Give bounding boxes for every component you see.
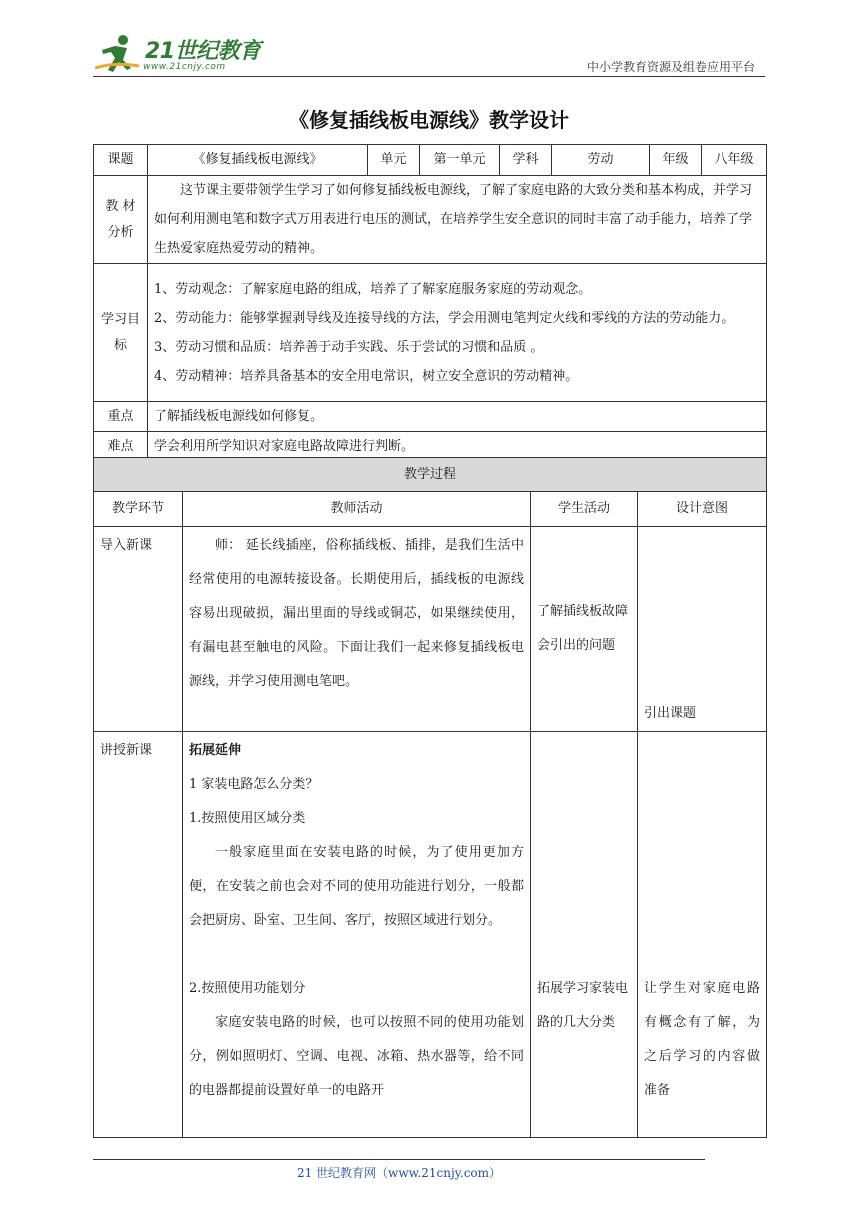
lecture-paragraph: 家庭安装电路的时候，也可以按照不同的使用功能划分，例如照明灯、空调、电视、冰箱、热水器等，给不同的电器都提前设置好单一的电路开 <box>189 1015 524 1098</box>
runner-logo-icon <box>93 32 143 76</box>
intro-stage: 导入新课 <box>94 527 183 732</box>
page-title: 《修复插线板电源线》教学设计 <box>289 108 569 132</box>
lesson-row <box>94 145 767 176</box>
logo <box>93 32 263 76</box>
lecture-paragraph: 一般家庭里面在安装电路的时候，为了使用更加方便，在安装之前也会对不同的使用功能进行划分，一般都会把厨房、卧室、卫生间、客厅，按照区域进行划分。 <box>189 845 524 928</box>
footer-divider <box>93 1159 705 1160</box>
lecture-question: 1 家装电路怎么分类？ <box>189 777 319 792</box>
goals-row <box>94 264 767 402</box>
goal-item: 2、劳动能力：能够掌握剥导线及连接导线的方法，学会用测电笔判定火线和零线的方法的劳动能力。 <box>154 310 735 326</box>
intro-row <box>94 527 767 732</box>
header-stage: 教学环节 <box>94 492 183 527</box>
lecture-stage: 讲授新课 <box>94 732 183 1138</box>
logo-url: www.21cnjy.com <box>143 62 226 72</box>
goal-item: 4、劳动精神：培养具备基本的安全用电常识，树立安全意识的劳动精神。 <box>154 368 579 384</box>
intro-student: 了解插线板故障会引出的问题 <box>531 527 638 732</box>
page-footer: 21 世纪教育网（www.21cnjy.com） <box>296 1166 502 1180</box>
unit-label: 单元 <box>368 145 420 176</box>
lesson-info-table <box>93 144 767 462</box>
lecture-student: 拓展学习家装电路的几大分类 <box>531 732 638 1138</box>
goals-list <box>148 264 767 402</box>
process-header-row <box>94 492 767 527</box>
key-point-row <box>94 402 767 432</box>
grade-label: 年级 <box>650 145 702 176</box>
analysis-label: 教 材 分析 <box>94 176 148 264</box>
header-divider <box>93 76 765 77</box>
spacer <box>189 938 524 972</box>
goals-label: 学习目标 <box>94 264 148 402</box>
page-header <box>93 28 765 80</box>
lecture-row <box>94 732 767 1138</box>
process-banner: 教学过程 <box>94 458 767 492</box>
goal-item: 3、劳动习惯和品质：培养善于动手实践、乐于尝试的习惯和品质 。 <box>154 339 544 355</box>
difficulty-label: 难点 <box>94 432 148 462</box>
grade-value: 八年级 <box>702 145 767 176</box>
key-point-text: 了解插线板电源线如何修复。 <box>148 402 767 432</box>
unit-value: 第一单元 <box>420 145 500 176</box>
platform-name: 中小学教育资源及组卷应用平台 <box>586 60 755 74</box>
logo-text: 21世纪教育 <box>145 39 261 64</box>
intro-teacher: 师： 延长线插座，俗称插线板、插排，是我们生活中经常使用的电源转接设备。长期使用后，插线板的电源线容易出现破损，漏出里面的导线或铜芯，如果继续使用，有漏电甚至触电的风险。下面让我们一起来修复插线板电源线，并学习使用测电笔吧。 <box>183 527 531 732</box>
goal-item: 1、劳动观念：了解家庭电路的组成，培养了了解家庭服务家庭的劳动观念。 <box>154 281 592 297</box>
header-teacher: 教师活动 <box>183 492 531 527</box>
header-intent: 设计意图 <box>638 492 767 527</box>
intro-intent: 引出课题 <box>638 527 767 732</box>
analysis-row <box>94 176 767 264</box>
lesson-value: 《修复插线板电源线》 <box>148 145 368 176</box>
lesson-label: 课题 <box>94 145 148 176</box>
analysis-text: 这节课主要带领学生学习了如何修复插线板电源线，了解了家庭电路的大致分类和基本构成，并学习如何利用测电笔和数字式万用表进行电压的测试，在培养学生安全意识的同时丰富了动手能力，培养了学生热爱家庭热爱劳动的精神。 <box>148 176 767 264</box>
subject-label: 学科 <box>500 145 552 176</box>
difficulty-text: 学会利用所学知识对家庭电路故障进行判断。 <box>148 432 767 462</box>
lecture-intent: 让学生对家庭电路有概念有了解，为之后学习的内容做准备 <box>638 732 767 1138</box>
key-point-label: 重点 <box>94 402 148 432</box>
teaching-process-table <box>93 457 767 1138</box>
lecture-subheading: 2.按照使用功能划分 <box>189 981 306 996</box>
lecture-heading: 拓展延伸 <box>189 743 242 758</box>
lecture-subheading: 1.按照使用区域分类 <box>189 811 306 826</box>
lecture-teacher <box>183 732 531 1138</box>
header-student: 学生活动 <box>531 492 638 527</box>
subject-value: 劳动 <box>552 145 650 176</box>
